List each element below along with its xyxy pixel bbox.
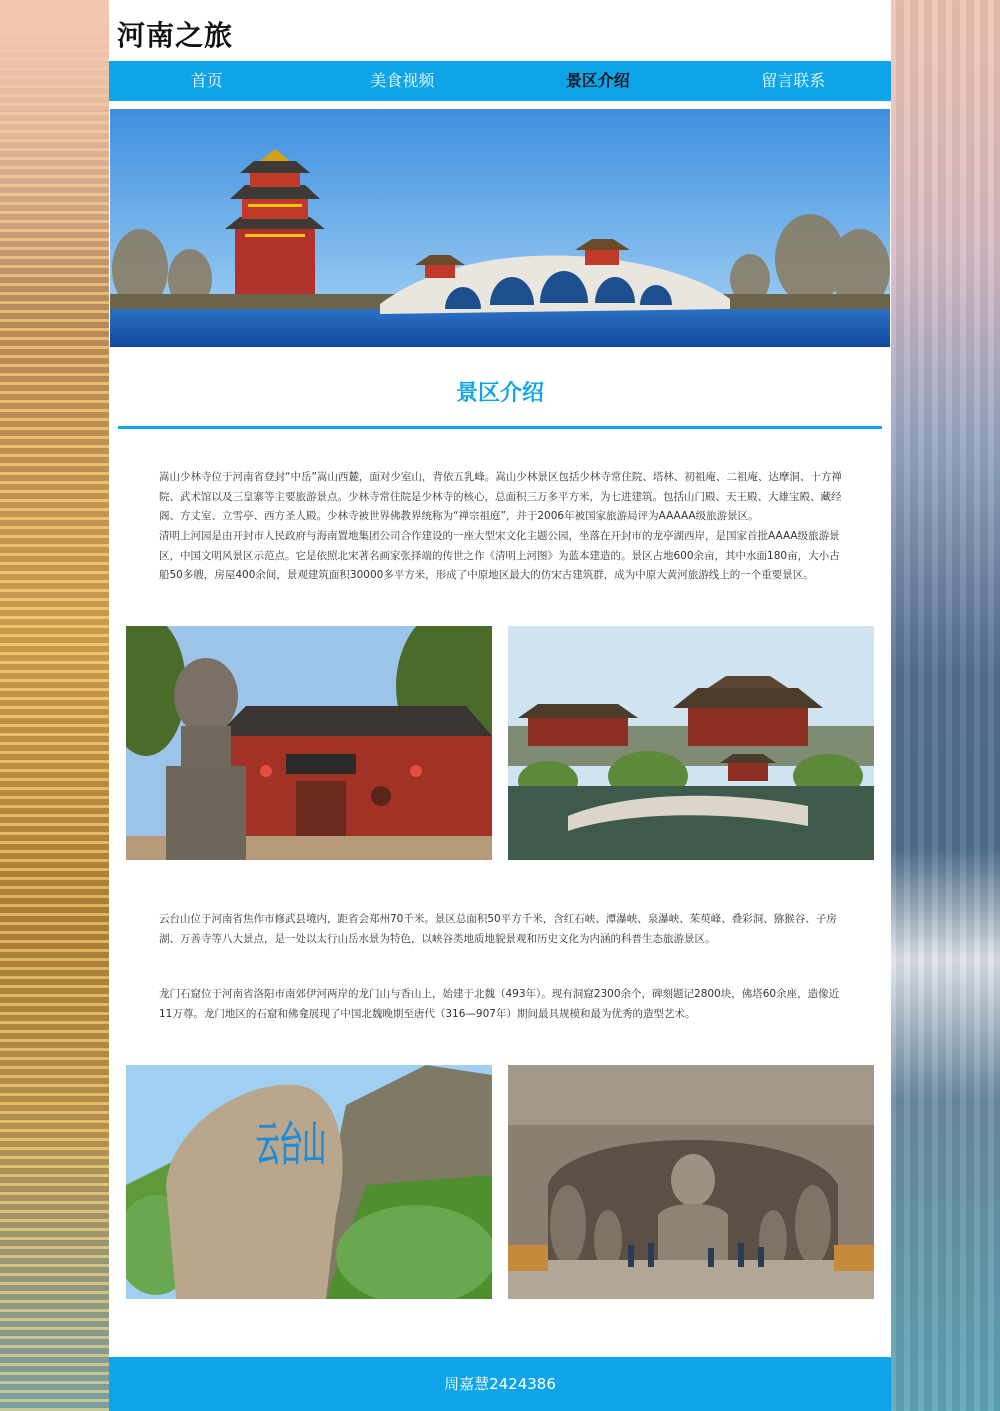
footer [109, 1357, 891, 1411]
nav-item-food-video[interactable]: 美食视频 [370, 71, 435, 90]
photo-shaolin-temple [126, 626, 492, 860]
photo-yuntai-mountain [126, 1065, 492, 1299]
paragraph-qingming: 清明上河园是由开封市人民政府与海南置地集团公司合作建设的一座大型宋文化主题公园，坐落在开封市的龙亭湖西岸，是国家首批AAAA级旅游景区，中国文明风景区示范点。它是依照北宋著名画家张择端的传世之作《清明上河图》为蓝本建造的。景区占地600余亩，其中水面180亩，大小古船50多艘，房屋400余间，景观建筑面积30000多平方米，形成了中原地区最大的仿宋古建筑群，成为中原大黄河旅游线上的一个重要景区。 [159, 530, 840, 581]
page-container [109, 0, 891, 1411]
background-left [0, 0, 110, 1411]
header [109, 0, 891, 60]
main-nav [109, 61, 891, 101]
paragraph-longmen: 龙门石窟位于河南省洛阳市南郊伊河两岸的龙门山与香山上，始建于北魏（493年）。现有洞窟2300余个，碑刻题记2800块，佛塔60余座，造像近11万尊。龙门地区的石窟和佛龛展现了中国北魏晚期至唐代（316—907年）期间最具规模和最为优秀的造型艺术。 [159, 988, 840, 1020]
background-right [890, 0, 1000, 1411]
paragraph-shaolin: 嵩山少林寺位于河南省登封“中岳”嵩山西麓，面对少室山，背依五乳峰。嵩山少林景区包括少林寺常住院、塔林、初祖庵、二祖庵、达摩洞、十方禅院、武术馆以及三皇寨等主要旅游景点。少林寺常住院是少林寺的核心，总面积三万多平方米，为七进建筑。包括山门殿、天王殿、大雄宝殿、藏经阁、方丈室、立雪亭、西方圣人殿。少林寺被世界佛教界统称为“禅宗祖庭”，并于2006年被国家旅游局评为AAAAA级旅游景区。 [159, 471, 842, 522]
paragraph-yuntai: 云台山位于河南省焦作市修武县境内，距省会郑州70千米。景区总面积50平方千米，含红石峡、潭瀑峡、泉瀑峡、茱萸峰、叠彩洞、猕猴谷、子房湖、万善寺等八大景点，是一处以太行山岳水景为特色，以峡谷类地质地貌景观和历史文化为内涵的科普生态旅游景区。 [159, 913, 837, 945]
photo-longmen-grottoes [508, 1065, 874, 1299]
rock-char-1: 云台山 [256, 1117, 326, 1171]
footer-text: 周嘉慧2424386 [444, 1375, 556, 1393]
nav-item-home[interactable]: 首页 [190, 71, 223, 90]
section-title: 景区介绍 [455, 381, 544, 406]
nav-item-scenic-spots[interactable]: 景区介绍 [565, 71, 630, 90]
nav-item-message-contact[interactable]: 留言联系 [761, 71, 826, 90]
site-title: 河南之旅 [117, 19, 234, 52]
title-divider [118, 426, 882, 429]
banner-image [110, 109, 890, 347]
photo-qingming-park [508, 626, 874, 860]
